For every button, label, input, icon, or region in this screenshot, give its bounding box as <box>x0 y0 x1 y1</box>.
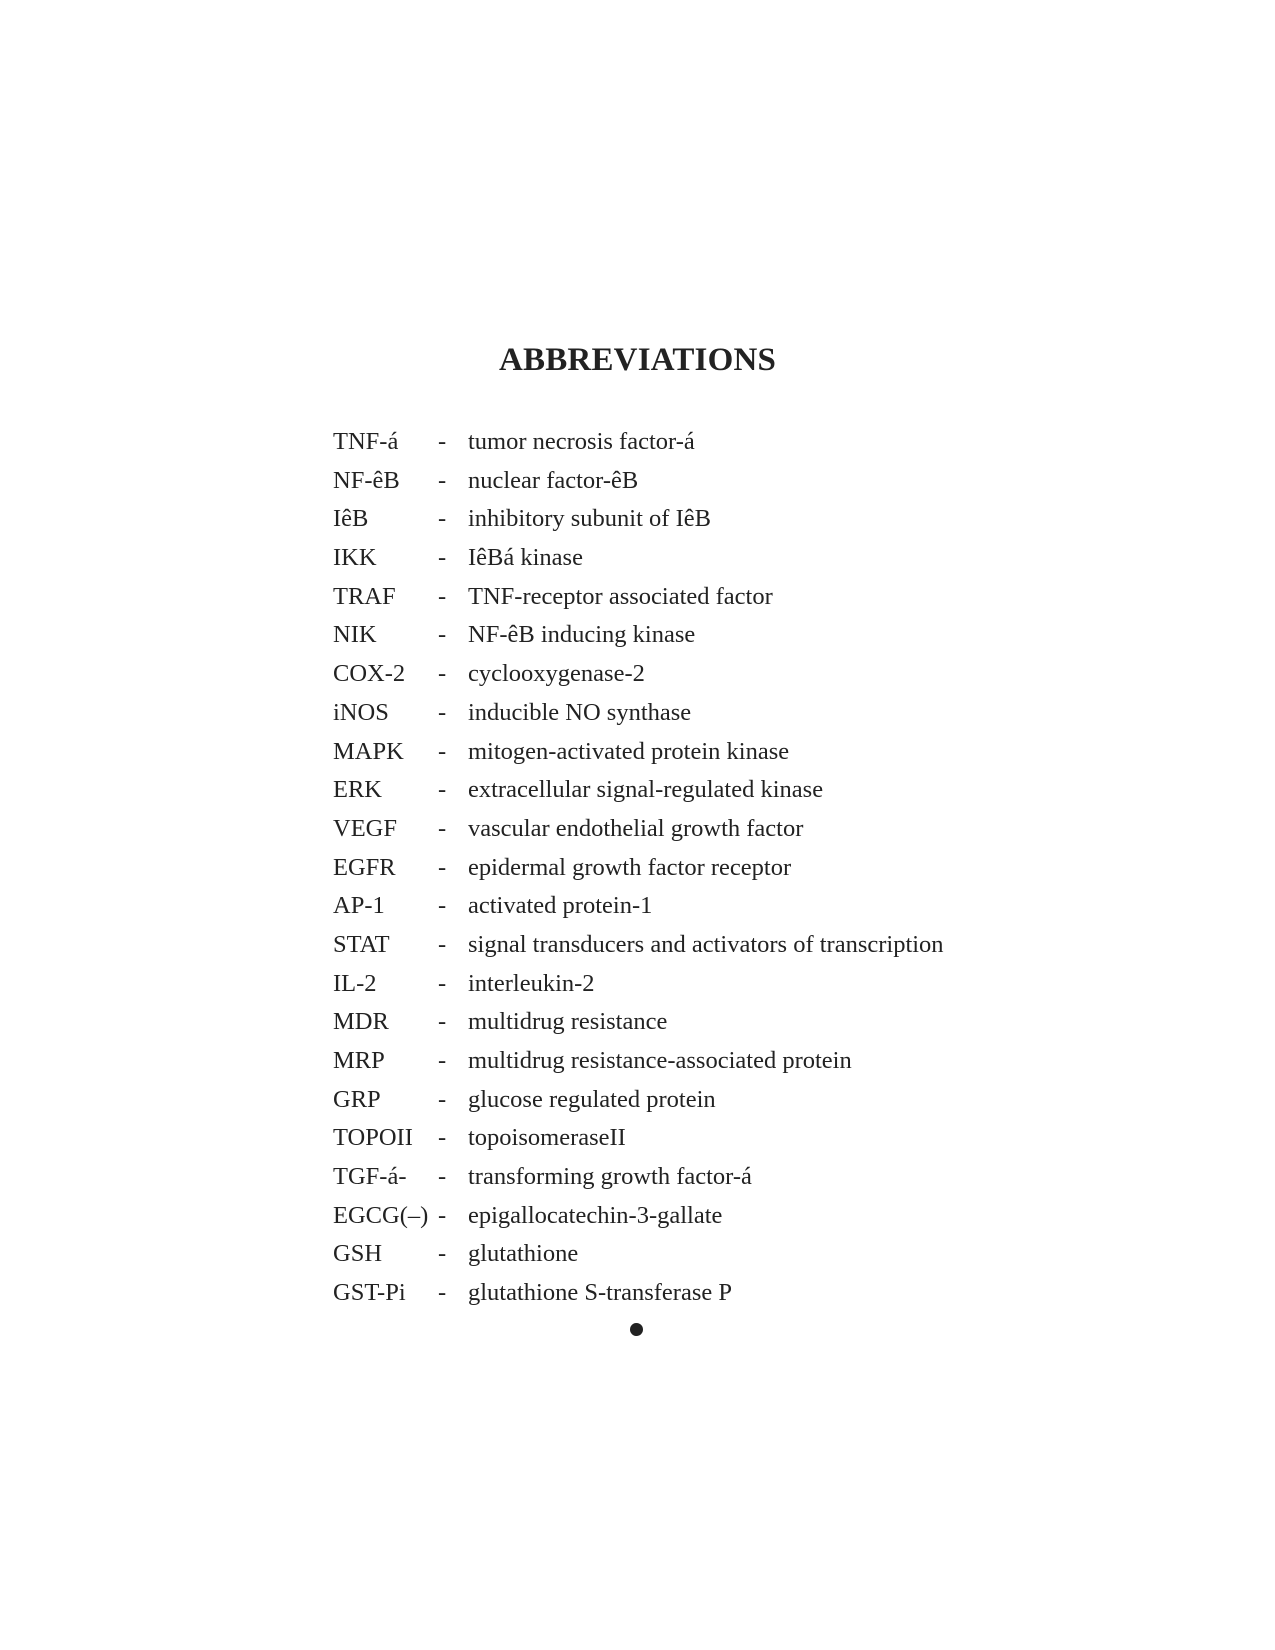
abbreviation-definition: nuclear factor-êB <box>468 466 639 494</box>
abbreviation-term: VEGF <box>333 814 397 842</box>
abbreviation-separator: - <box>438 698 447 726</box>
abbreviation-term: STAT <box>333 930 390 958</box>
abbreviation-separator: - <box>438 1085 447 1113</box>
abbreviation-term: GRP <box>333 1085 381 1113</box>
abbreviation-definition: glutathione S-transferase P <box>468 1279 732 1307</box>
abbreviation-entry <box>333 500 1033 539</box>
abbreviation-term: MRP <box>333 1047 385 1074</box>
abbreviation-separator: - <box>438 582 447 610</box>
abbreviation-term: TRAF <box>333 582 396 610</box>
abbreviation-entry <box>333 616 1033 655</box>
abbreviation-entry <box>333 1081 1033 1120</box>
abbreviation-definition: interleukin-2 <box>468 969 595 997</box>
abbreviation-entry <box>333 771 1033 810</box>
abbreviation-definition: extracellular signal-regulated kinase <box>468 776 824 804</box>
abbreviation-separator: - <box>438 814 447 842</box>
abbreviation-entry <box>333 1119 1033 1158</box>
abbreviation-entry <box>333 887 1033 926</box>
abbreviation-term: IL-2 <box>333 969 377 997</box>
abbreviation-term: GSH <box>333 1240 383 1268</box>
abbreviation-definition: glucose regulated protein <box>468 1085 716 1113</box>
abbreviation-definition: multidrug resistance <box>468 1008 668 1036</box>
abbreviation-entry <box>333 462 1033 501</box>
abbreviation-entry <box>333 423 1033 462</box>
abbreviation-term: IKK <box>333 544 377 572</box>
abbreviation-separator: - <box>438 1124 447 1152</box>
abbreviation-definition: topoisomeraseII <box>468 1124 626 1152</box>
abbreviation-definition: vascular endothelial growth factor <box>468 814 804 842</box>
abbreviation-entry <box>333 694 1033 733</box>
abbreviation-separator: - <box>438 544 447 572</box>
abbreviation-term: EGFR <box>333 853 396 881</box>
abbreviation-term: COX-2 <box>333 660 406 688</box>
abbreviation-term: MDR <box>333 1008 389 1036</box>
abbreviation-term: TOPOII <box>333 1124 413 1152</box>
abbreviation-entry <box>333 926 1033 965</box>
abbreviation-term: MAPK <box>333 737 404 765</box>
abbreviation-entry <box>333 733 1033 772</box>
abbreviation-entry <box>333 810 1033 849</box>
abbreviation-separator: - <box>438 930 447 958</box>
abbreviation-entry <box>333 1274 1033 1313</box>
abbreviation-definition: mitogen-activated protein kinase <box>468 737 790 765</box>
abbreviation-list <box>333 423 1033 1313</box>
abbreviation-separator: - <box>438 660 447 688</box>
abbreviation-entry <box>333 1042 1033 1081</box>
abbreviation-term: NF-êB <box>333 466 400 494</box>
abbreviation-definition: inducible NO synthase <box>468 698 692 726</box>
abbreviation-definition: signal transducers and activators of transcription <box>468 930 944 958</box>
abbreviation-entry <box>333 1003 1033 1042</box>
abbreviation-definition: inhibitory subunit of IêB <box>468 505 711 533</box>
abbreviation-separator: - <box>438 466 447 494</box>
abbreviation-separator: - <box>438 1047 447 1074</box>
abbreviation-definition: multidrug resistance-associated protein <box>468 1047 852 1074</box>
abbreviation-definition: epigallocatechin-3-gallate <box>468 1201 723 1229</box>
abbreviation-definition: cyclooxygenase-2 <box>468 660 645 688</box>
abbreviation-definition: tumor necrosis factor-á <box>468 428 695 455</box>
abbreviation-definition: TNF-receptor associated factor <box>468 582 773 610</box>
abbreviation-separator: - <box>438 1201 447 1229</box>
abbreviation-term: ERK <box>333 776 382 804</box>
abbreviation-entry <box>333 539 1033 578</box>
abbreviation-definition: glutathione <box>468 1240 579 1268</box>
abbreviation-separator: - <box>438 853 447 881</box>
abbreviation-definition: epidermal growth factor receptor <box>468 853 792 881</box>
abbreviation-entry <box>333 965 1033 1004</box>
abbreviation-term: GST-Pi <box>333 1279 406 1307</box>
abbreviation-term: iNOS <box>333 698 389 726</box>
abbreviation-separator: - <box>438 892 447 920</box>
abbreviation-entry <box>333 655 1033 694</box>
abbreviation-separator: - <box>438 621 447 649</box>
abbreviation-definition: IêBá kinase <box>468 544 583 572</box>
abbreviation-term: IêB <box>333 505 369 533</box>
abbreviation-entry <box>333 578 1033 617</box>
abbreviation-definition: NF-êB inducing kinase <box>468 621 696 649</box>
abbreviation-entry <box>333 849 1033 888</box>
abbreviation-separator: - <box>438 969 447 997</box>
abbreviation-separator: - <box>438 505 447 533</box>
page-title: ABBREVIATIONS <box>498 342 777 379</box>
abbreviation-entry <box>333 1197 1033 1236</box>
abbreviation-separator: - <box>438 1163 447 1191</box>
abbreviation-separator: - <box>438 1240 447 1268</box>
abbreviation-term: EGCG(–) <box>333 1201 429 1229</box>
abbreviation-separator: - <box>438 1008 447 1036</box>
abbreviation-term: NIK <box>333 621 377 649</box>
abbreviation-separator: - <box>438 776 447 804</box>
abbreviation-term: TNF-á <box>333 428 399 455</box>
abbreviation-separator: - <box>438 428 447 455</box>
abbreviation-term: AP-1 <box>333 892 385 920</box>
end-of-section-bullet <box>630 1323 643 1336</box>
abbreviation-separator: - <box>438 737 447 765</box>
abbreviation-entry <box>333 1158 1033 1197</box>
abbreviation-term: TGF-á- <box>333 1163 407 1191</box>
abbreviation-definition: activated protein-1 <box>468 892 653 920</box>
abbreviation-definition: transforming growth factor-á <box>468 1163 752 1191</box>
abbreviation-entry <box>333 1235 1033 1274</box>
abbreviation-separator: - <box>438 1279 447 1307</box>
